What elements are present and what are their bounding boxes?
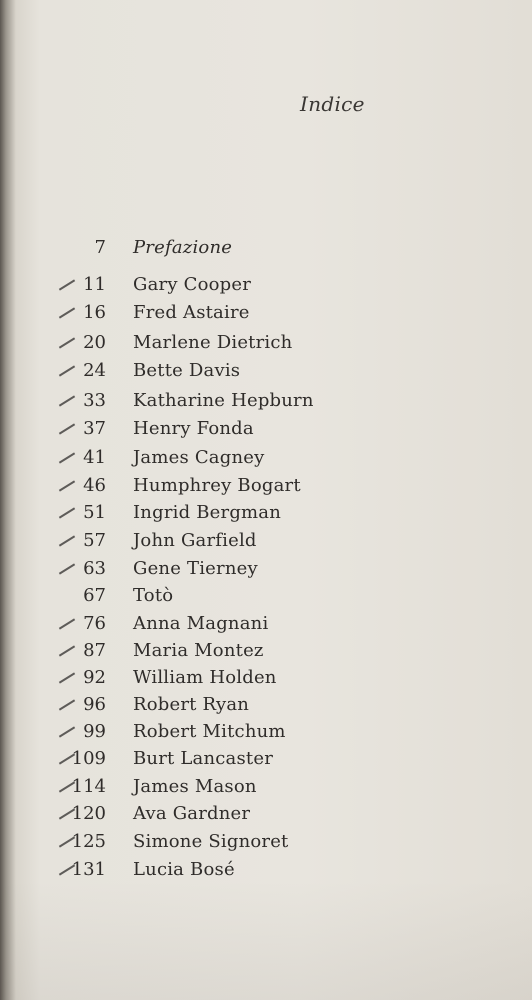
toc-entry [0,300,532,326]
toc-page-number: 109 [71,748,106,769]
toc-page-number: 11 [83,274,106,295]
toc-entry-title: Gene Tierney [133,558,258,579]
toc-page-number: 99 [83,721,106,742]
toc-entry [0,330,532,356]
toc-entry [0,235,532,261]
toc-page-number: 92 [83,667,106,688]
toc-page-number: 96 [83,694,106,715]
toc-entry [0,388,532,414]
toc-entry-title: Totò [133,585,174,606]
toc-entry-title: Marlene Dietrich [133,332,293,353]
toc-entry [0,611,532,637]
toc-page-number: 120 [71,803,106,824]
toc-entry-title: Katharine Hepburn [133,390,314,411]
toc-entry-title: James Mason [133,776,257,797]
toc-entry [0,719,532,745]
toc-page-number: 16 [83,302,106,323]
toc-entry [0,500,532,526]
toc-page-number: 125 [71,831,106,852]
toc-page-number: 41 [83,447,106,468]
toc-page-number: 20 [83,332,106,353]
toc-entry-title: Maria Montez [133,640,264,661]
toc-entry-title: Anna Magnani [133,613,269,634]
toc-entry-title: Lucia Bosé [133,859,235,880]
toc-entry-title: William Holden [133,667,277,688]
toc-page-number: 114 [71,776,106,797]
toc-entry [0,857,532,883]
toc-entry [0,416,532,442]
toc-page-number: 76 [83,613,106,634]
toc-entry-title: Prefazione [133,237,233,258]
toc-entry [0,801,532,827]
toc-page-number: 7 [94,237,106,258]
toc-page-number: 57 [83,530,106,551]
toc-page-number: 33 [83,390,106,411]
toc-entry [0,665,532,691]
toc-entry [0,583,532,609]
toc-entry-title: John Garfield [133,530,257,551]
toc-page-number: 51 [83,502,106,523]
toc-page-number: 37 [83,418,106,439]
toc-page-number: 46 [83,475,106,496]
toc-entry-title: James Cagney [133,447,265,468]
toc-entry-title: Simone Signoret [133,831,289,852]
toc-entry [0,746,532,772]
toc-entry [0,774,532,800]
toc-page-number: 131 [71,859,106,880]
toc-page-number: 24 [83,360,106,381]
toc-entry-title: Ava Gardner [133,803,251,824]
toc-entry [0,528,532,554]
toc-entry-title: Robert Ryan [133,694,250,715]
toc-entry [0,473,532,499]
toc-page-number: 87 [83,640,106,661]
toc-page-number: 63 [83,558,106,579]
toc-entry [0,556,532,582]
toc-entry-title: Fred Astaire [133,302,250,323]
page-shadow [0,880,532,1000]
toc-entry-title: Ingrid Bergman [133,502,282,523]
toc-entry-title: Robert Mitchum [133,721,286,742]
toc-entry-title: Gary Cooper [133,274,252,295]
toc-entry [0,829,532,855]
toc-entry-title: Henry Fonda [133,418,254,439]
toc-entry [0,445,532,471]
toc-entry-title: Burt Lancaster [133,748,273,769]
toc-page-number: 67 [83,585,106,606]
toc-entry [0,358,532,384]
toc-entry-title: Bette Davis [133,360,241,381]
toc-entry [0,692,532,718]
toc-entry [0,272,532,298]
toc-entry-title: Humphrey Bogart [133,475,301,496]
toc-entry [0,638,532,664]
page-title: Indice [300,92,365,116]
